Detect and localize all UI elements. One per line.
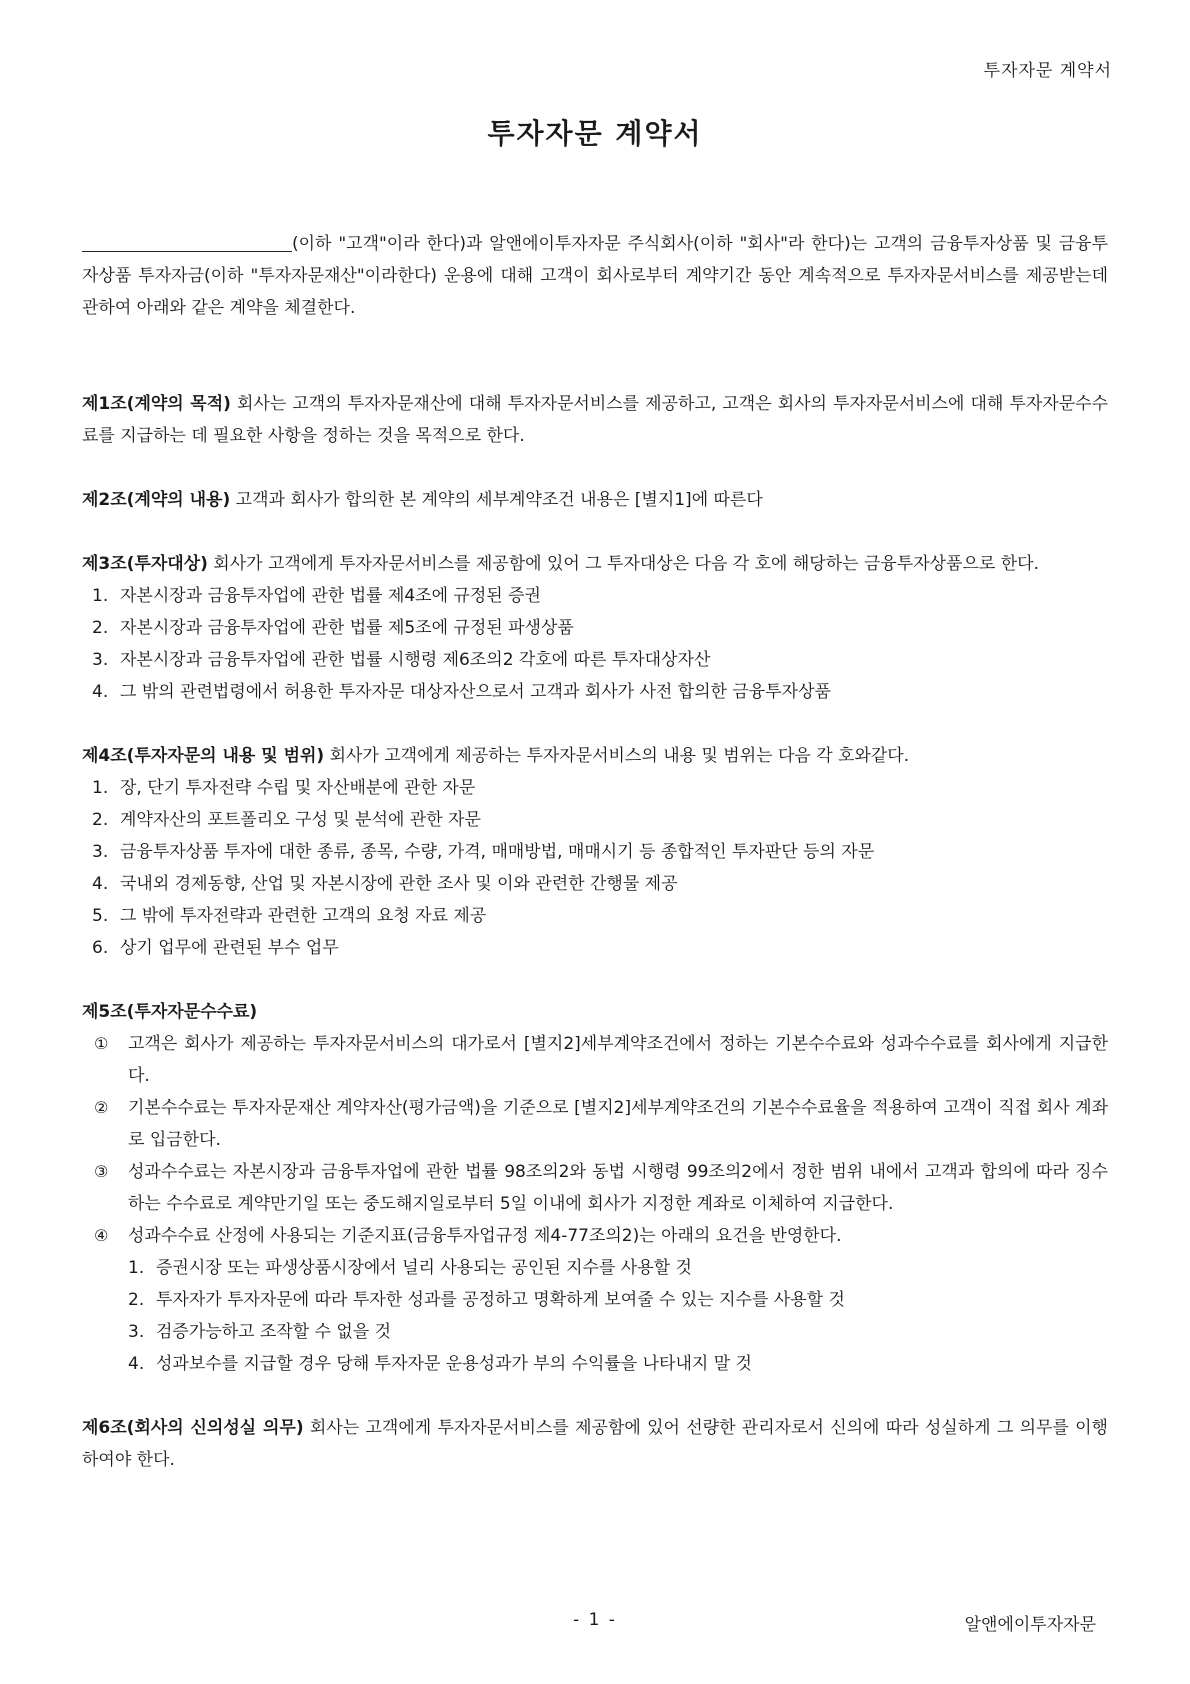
- list-item: 6. 상기 업무에 관련된 부수 업무: [92, 938, 339, 958]
- article-5-subitems: [82, 1252, 1108, 1380]
- preamble-text: (이하 "고객"이라 한다)과 알앤에이투자자문 주식회사(이하 "회사"라 한다)는 고객의 금융투자상품 및 금융투자상품 투자자금(이하 "투자자문재산"이라한다) 운용에 대해 고객이 회사로부터 계약기간 동안 계속적으로 투자자문서비스를 제공받는데 관하여 아래와 같은 계약을 체결한다.: [82, 234, 1108, 318]
- article-6-text: 회사는 고객에게 투자자문서비스를 제공함에 있어 선량한 관리자로서 신의에 따라 성실하게 그 의무를 이행하여야 한다.: [82, 1418, 1108, 1470]
- list-item: 1. 자본시장과 금융투자업에 관한 법률 제4조에 규정된 증권: [92, 586, 541, 606]
- list-item: 4. 국내외 경제동향, 산업 및 자본시장에 관한 조사 및 이와 관련한 간행물 제공: [92, 874, 678, 894]
- article-1-text: 회사는 고객의 투자자문재산에 대해 투자자문서비스를 제공하고, 고객은 회사의 투자자문서비스에 대해 투자자문수수료를 지급하는 데 필요한 사항을 정하는 것을 목적으로 한다.: [82, 394, 1108, 446]
- article-6: [82, 1412, 1108, 1476]
- article-4: [82, 740, 1108, 772]
- document-title: 투자자문 계약서: [487, 117, 703, 150]
- article-2: [82, 484, 1108, 516]
- article-4-list: [82, 772, 1108, 964]
- list-item: 4. 그 밖의 관련법령에서 허용한 투자자문 대상자산으로서 고객과 회사가 사전 합의한 금융투자상품: [92, 682, 831, 702]
- article-1: [82, 388, 1108, 452]
- article-2-text: 고객과 회사가 합의한 본 계약의 세부계약조건 내용은 [별지1]에 따른다: [230, 490, 763, 510]
- article-1-title: 제1조(계약의 목적): [82, 394, 231, 414]
- document-body: [82, 228, 1108, 1476]
- clause-item: ① 고객은 회사가 제공하는 투자자문서비스의 대가로서 [별지2]세부계약조건에서 정하는 기본수수료와 성과수수료를 회사에게 지급한다.: [94, 1034, 1108, 1086]
- article-3-list: [82, 580, 1108, 708]
- list-item: 2. 계약자산의 포트폴리오 구성 및 분석에 관한 자문: [92, 810, 481, 830]
- article-5: [82, 996, 1108, 1028]
- header-doc-label: 투자자문 계약서: [983, 61, 1112, 81]
- footer-company-name: 알앤에이투자자문: [964, 1615, 1096, 1635]
- article-3: [82, 548, 1108, 580]
- list-item: 3. 검증가능하고 조작할 수 없을 것: [128, 1322, 392, 1342]
- article-4-text: 회사가 고객에게 제공하는 투자자문서비스의 내용 및 범위는 다음 각 호와같다.: [324, 746, 910, 766]
- list-item: 1. 장, 단기 투자전략 수립 및 자산배분에 관한 자문: [92, 778, 476, 798]
- list-item: 4. 성과보수를 지급할 경우 당해 투자자문 운용성과가 부의 수익률을 나타내지 말 것: [128, 1354, 752, 1374]
- clause-item: ② 기본수수료는 투자자문재산 계약자산(평가금액)을 기준으로 [별지2]세부계약조건의 기본수수료율을 적용하여 고객이 직접 회사 계좌로 입금한다.: [94, 1098, 1108, 1150]
- clause-item: ③ 성과수수료는 자본시장과 금융투자업에 관한 법률 98조의2와 동법 시행령 99조의2에서 정한 범위 내에서 고객과 합의에 따라 징수하는 수수료로 계약만기일 또는 중도해지일로부터 5일 이내에 회사가 지정한 계좌로 이체하여 지급한다.: [94, 1162, 1108, 1214]
- customer-name-blank[interactable]: [82, 231, 292, 252]
- article-2-title: 제2조(계약의 내용): [82, 490, 231, 510]
- list-item: 5. 그 밖에 투자전략과 관련한 고객의 요청 자료 제공: [92, 906, 487, 926]
- preamble: [82, 228, 1108, 324]
- article-3-text: 회사가 고객에게 투자자문서비스를 제공함에 있어 그 투자대상은 다음 각 호에 해당하는 금융투자상품으로 한다.: [207, 554, 1039, 574]
- article-4-title: 제4조(투자자문의 내용 및 범위): [82, 746, 325, 766]
- page-number: - 1 -: [573, 1610, 617, 1630]
- article-6-title: 제6조(회사의 신의성실 의무): [82, 1418, 304, 1438]
- article-5-title: 제5조(투자자문수수료): [82, 1002, 258, 1022]
- list-item: 3. 금융투자상품 투자에 대한 종류, 종목, 수량, 가격, 매매방법, 매매시기 등 종합적인 투자판단 등의 자문: [92, 842, 875, 862]
- article-3-title: 제3조(투자대상): [82, 554, 208, 574]
- list-item: 1. 증권시장 또는 파생상품시장에서 널리 사용되는 공인된 지수를 사용할 것: [128, 1258, 692, 1278]
- list-item: 2. 자본시장과 금융투자업에 관한 법률 제5조에 규정된 파생상품: [92, 618, 574, 638]
- article-5-clauses: [82, 1028, 1108, 1252]
- list-item: 3. 자본시장과 금융투자업에 관한 법률 시행령 제6조의2 각호에 따른 투자대상자산: [92, 650, 711, 670]
- clause-item: ④ 성과수수료 산정에 사용되는 기준지표(금융투자업규정 제4-77조의2)는 아래의 요건을 반영한다.: [94, 1226, 842, 1246]
- list-item: 2. 투자자가 투자자문에 따라 투자한 성과를 공정하고 명확하게 보여줄 수 있는 지수를 사용할 것: [128, 1290, 845, 1310]
